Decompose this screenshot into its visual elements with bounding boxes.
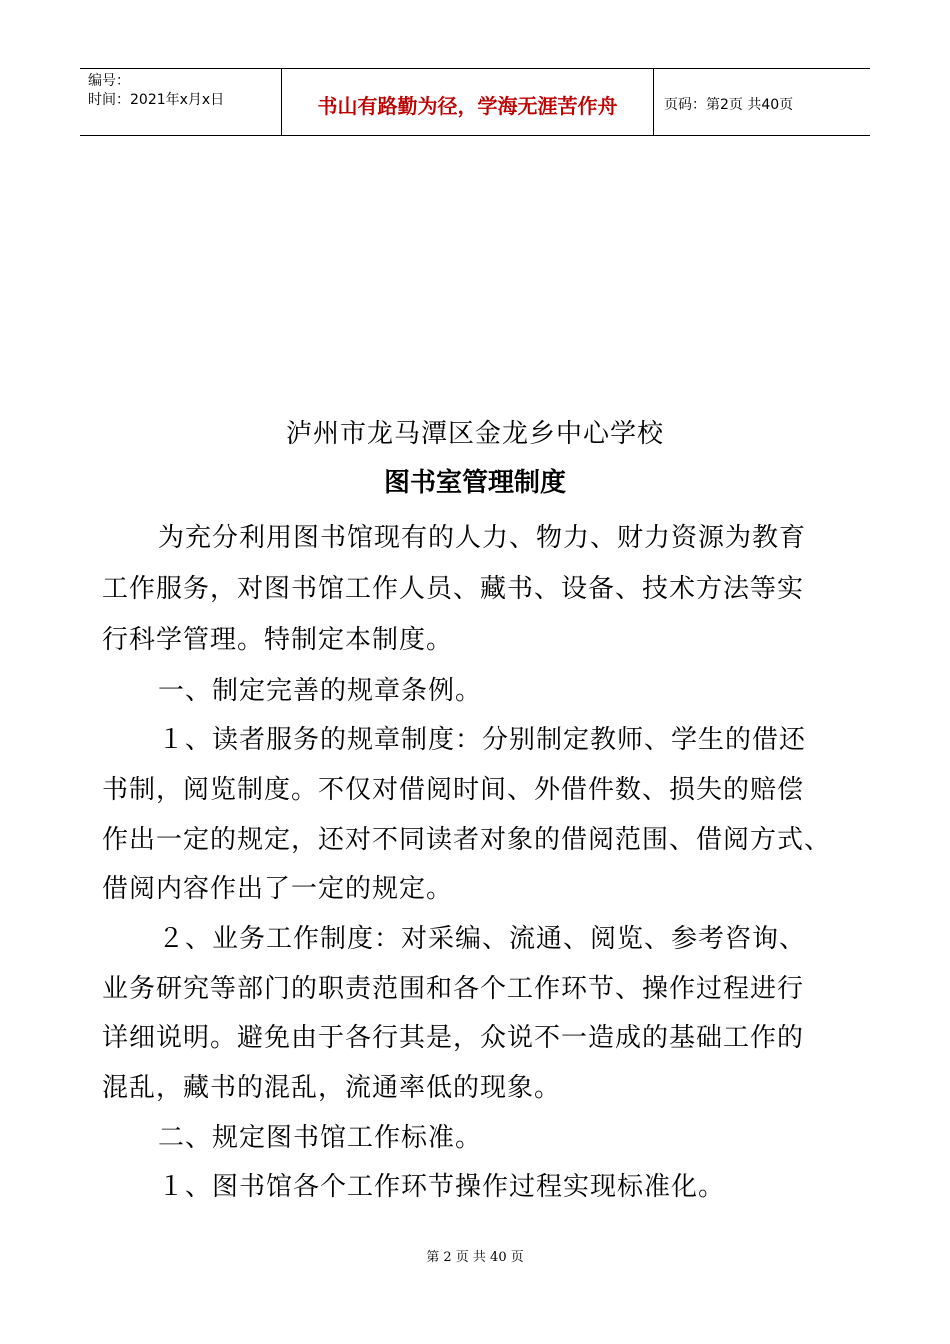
school-name: 泸州市龙马潭区金龙乡中心学校 (285, 419, 664, 449)
body-line: 混乱，藏书的混乱，流通率低的现象。 (102, 1073, 562, 1103)
header-meta (80, 69, 282, 135)
header-motto: 书山有路勤为径，学海无涯苦作舟 (282, 69, 654, 135)
body-line: 借阅内容作出了一定的规定。 (102, 874, 454, 904)
page-footer: 第 2 页 共 40 页 (426, 1250, 524, 1265)
body-line: 工作服务，对图书馆工作人员、藏书、设备、技术方法等实 (102, 574, 805, 604)
number-label: 编号： (88, 73, 130, 89)
body-line: 作出一定的规定，还对不同读者对象的借阅范围、借阅方式、 (102, 825, 832, 855)
body-line: 业务研究等部门的职责范围和各个工作环节、操作过程进行 (102, 974, 805, 1004)
body-line: １、读者服务的规章制度：分别制定教师、学生的借还 (158, 725, 807, 755)
header-page-info: 页码：第2页 共40页 (664, 97, 794, 113)
body-line: 一、制定完善的规章条例。 (158, 676, 483, 706)
body-line: ２、业务工作制度：对采编、流通、阅览、参考咨询、 (158, 924, 807, 954)
page-header (80, 68, 870, 136)
body-line: 行科学管理。特制定本制度。 (102, 625, 454, 655)
body-line: １、图书馆各个工作环节操作过程实现标准化。 (158, 1172, 726, 1202)
body-line: 为充分利用图书馆现有的人力、物力、财力资源为教育 (158, 523, 807, 553)
date-label: 时间：2021年x月x日 (88, 92, 225, 108)
body-line: 详细说明。避免由于各行其是，众说不一造成的基础工作的 (102, 1023, 805, 1053)
document-title: 图书室管理制度 (383, 468, 566, 498)
body-line: 书制，阅览制度。不仅对借阅时间、外借件数、损失的赔偿 (102, 775, 805, 805)
body-line: 二、规定图书馆工作标准。 (158, 1123, 483, 1153)
